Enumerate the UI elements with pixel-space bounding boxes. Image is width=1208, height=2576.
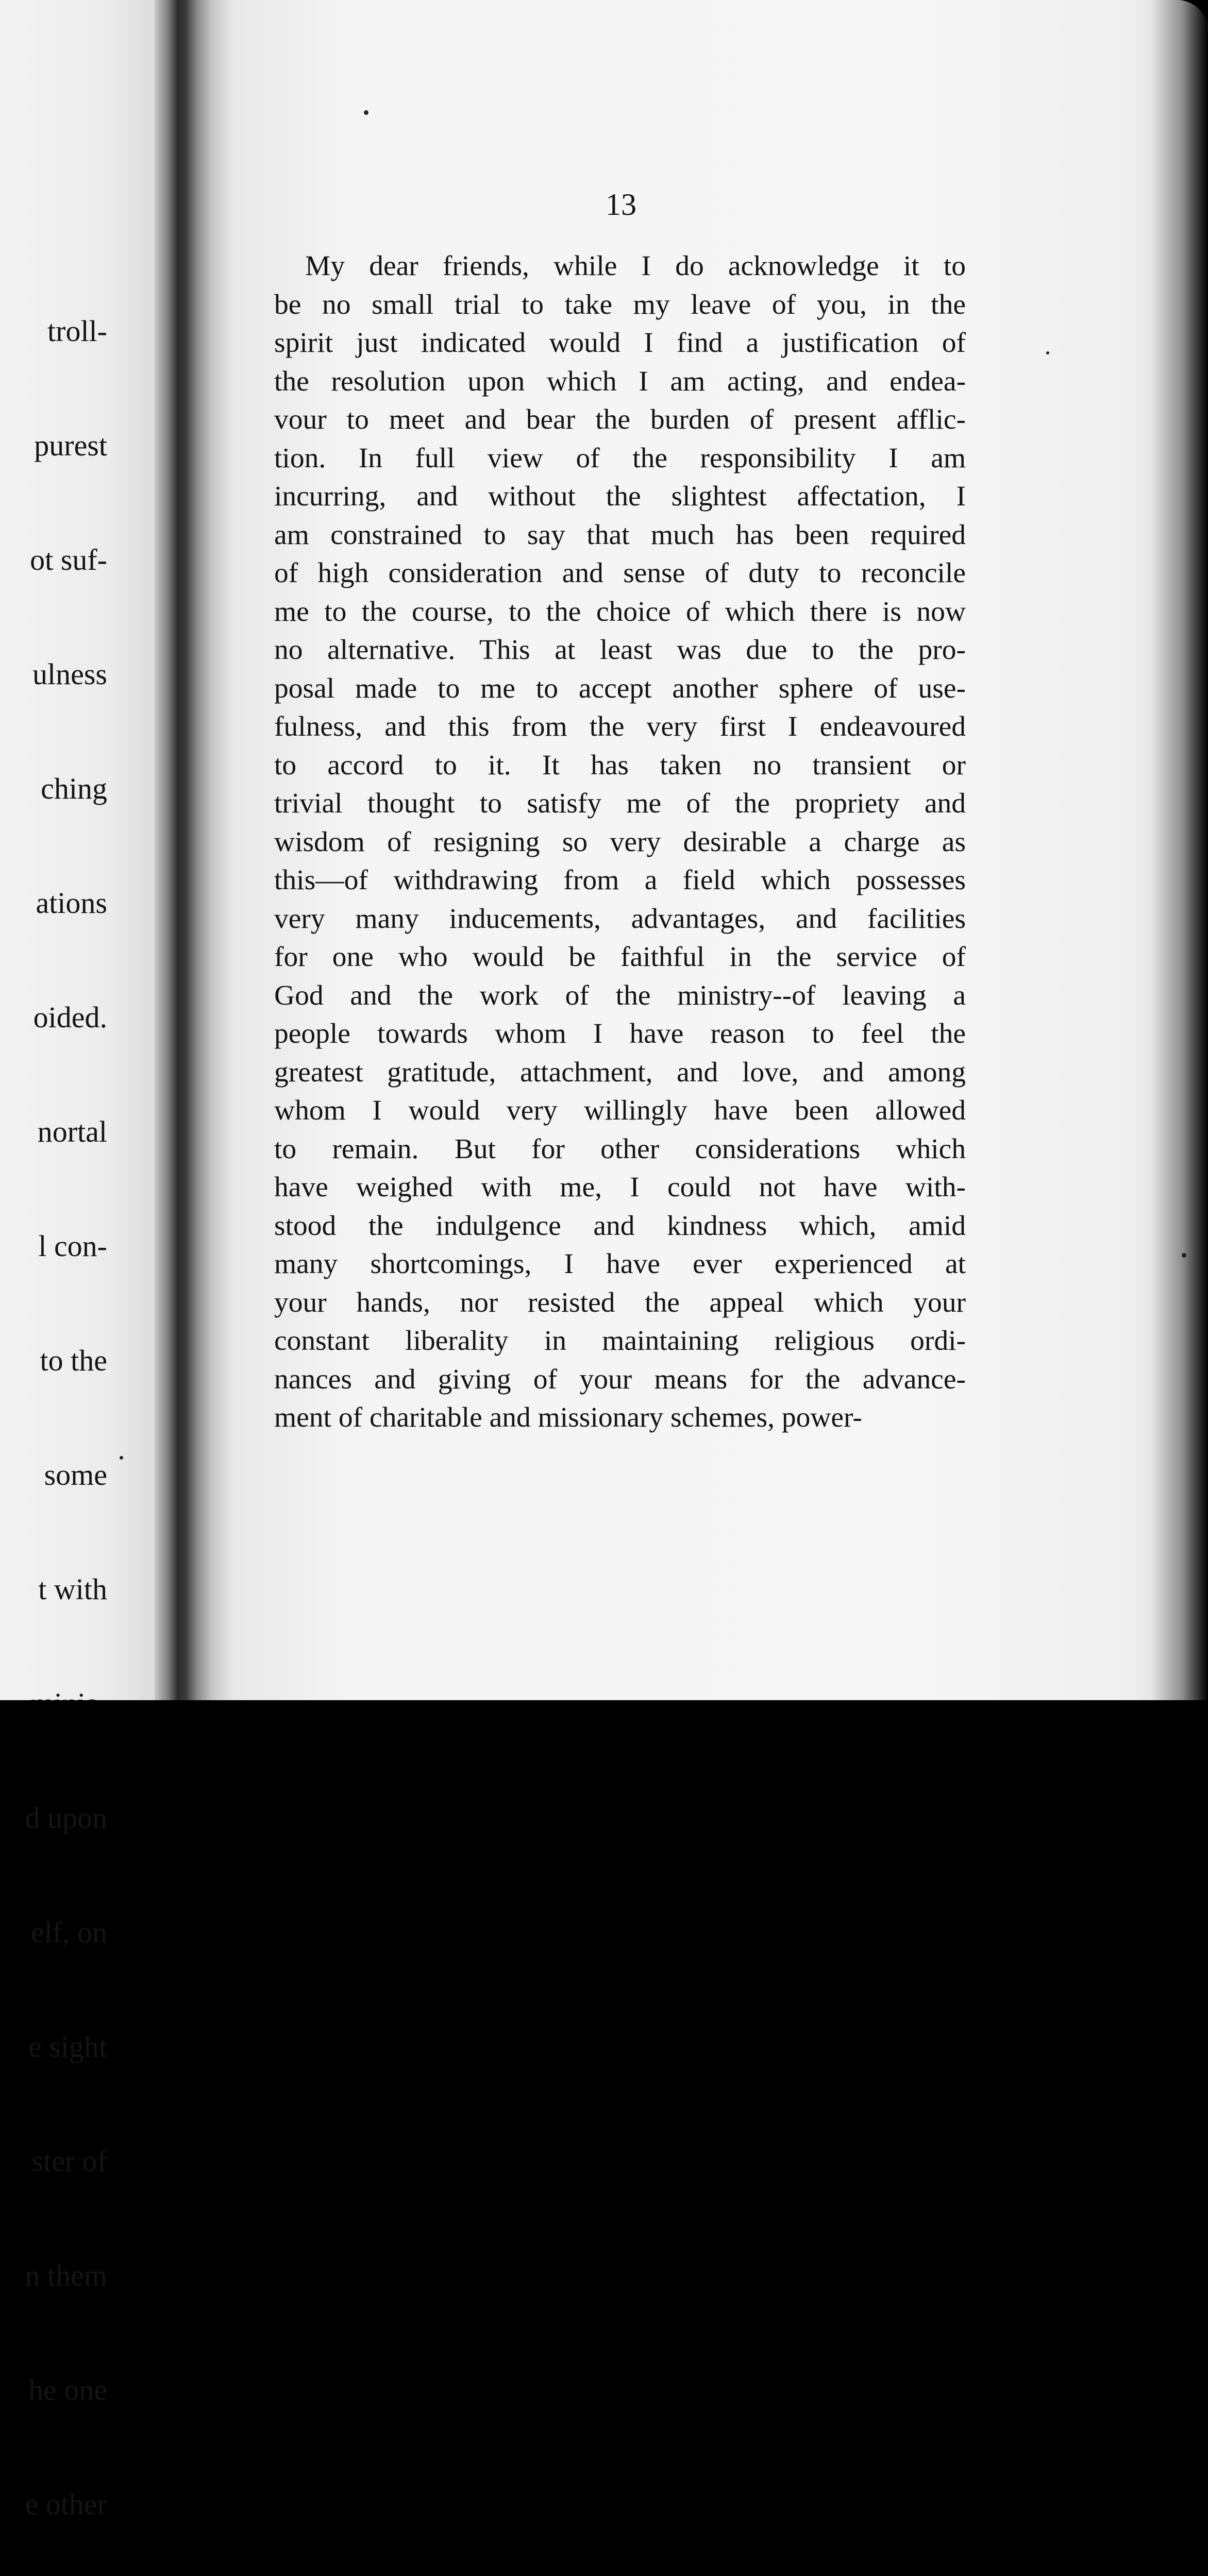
scan-bottom-border: [0, 1700, 1208, 1772]
ink-speck: [1182, 1253, 1186, 1258]
body-line: constant liberality in maintaining religious ordi-: [274, 1325, 966, 1357]
body-line: to accord to it. It has taken no transient or: [274, 749, 966, 781]
left-page-line: elf, on: [30, 1916, 107, 1949]
ink-speck: [1046, 351, 1049, 354]
left-page-line: to the: [40, 1344, 107, 1377]
body-line: be no small trial to take my leave of you, in the: [274, 289, 966, 320]
body-line: your hands, nor resisted the appeal which your: [274, 1286, 966, 1318]
body-line: God and the work of the ministry--of leaving a: [274, 979, 966, 1011]
page-edge-shadow: [1151, 0, 1208, 1700]
body-line: the resolution upon which I am acting, and endea-: [274, 365, 966, 397]
left-page-line: e sight: [28, 2030, 107, 2063]
left-page-line: oided.: [33, 1001, 107, 1034]
body-line: for one who would be faithful in the service of: [274, 941, 966, 973]
body-line: vour to meet and bear the burden of present afflic-: [274, 404, 966, 435]
left-page-line: l con-: [38, 1229, 107, 1263]
body-line: to remain. But for other considerations which: [274, 1133, 966, 1165]
body-line: posal made to me to accept another sphere of use-: [274, 672, 966, 704]
left-page-line: ster of: [31, 2144, 107, 2178]
left-page-text: [12, 236, 107, 2576]
body-line: My dear friends, while I do acknowledge it to: [305, 250, 966, 282]
body-line: trivial thought to satisfy me of the propriety and: [274, 788, 966, 819]
left-page-line: d upon: [25, 1801, 107, 1835]
body-line: me to the course, to the choice of which there is now: [274, 596, 966, 628]
left-page-line: e other: [25, 2487, 107, 2521]
body-line: stood the indulgence and kindness which, amid: [274, 1210, 966, 1242]
body-line: am constrained to say that much has been required: [274, 519, 966, 551]
body-line: have weighed with me, I could not have with-: [274, 1172, 966, 1203]
body-line: very many inducements, advantages, and facilities: [274, 903, 966, 935]
body-line: no alternative. This at least was due to the pro-: [274, 634, 966, 666]
binding-gutter-shadow: [155, 0, 232, 1700]
ink-speck: [364, 110, 368, 115]
body-line: of high consideration and sense of duty to reconcile: [274, 557, 966, 589]
body-line: people towards whom I have reason to feel the: [274, 1018, 966, 1049]
ink-speck: [120, 1456, 123, 1460]
body-line: ment of charitable and missionary schemes, power-: [274, 1402, 862, 1433]
page-number: 13: [606, 188, 636, 222]
body-line: tion. In full view of the responsibility I am: [274, 442, 966, 474]
left-page-line: t with: [38, 1572, 107, 1606]
left-page-line: ching: [41, 772, 107, 805]
left-page-line: n them: [25, 2259, 107, 2292]
body-line: fulness, and this from the very first I endeavoured: [274, 711, 966, 742]
body-line: nances and giving of your means for the advance-: [274, 1363, 966, 1395]
body-paragraph: [274, 247, 966, 1437]
body-line: many shortcomings, I have ever experienced at: [274, 1248, 966, 1280]
body-line: whom I would very willingly have been allowed: [274, 1095, 966, 1126]
body-line: spirit just indicated would I find a justification of: [274, 327, 966, 359]
body-line: this—of withdrawing from a field which possesses: [274, 865, 966, 896]
body-line: wisdom of resigning so very desirable a charge as: [274, 826, 966, 858]
left-page-line: purest: [34, 429, 107, 462]
body-line: greatest gratitude, attachment, and love, and among: [274, 1056, 966, 1088]
left-page-line: ulness: [32, 657, 107, 691]
body-line: incurring, and without the slightest affectation, I: [274, 481, 966, 512]
left-page-line: some: [44, 1458, 107, 1492]
left-page-line: he one: [28, 2373, 107, 2406]
left-facing-page: [0, 0, 155, 2521]
left-page-line: ations: [36, 886, 107, 920]
left-page-line: nortal: [37, 1115, 107, 1148]
left-page-line: troll-: [47, 314, 107, 348]
left-page-line: ot suf-: [30, 543, 107, 577]
